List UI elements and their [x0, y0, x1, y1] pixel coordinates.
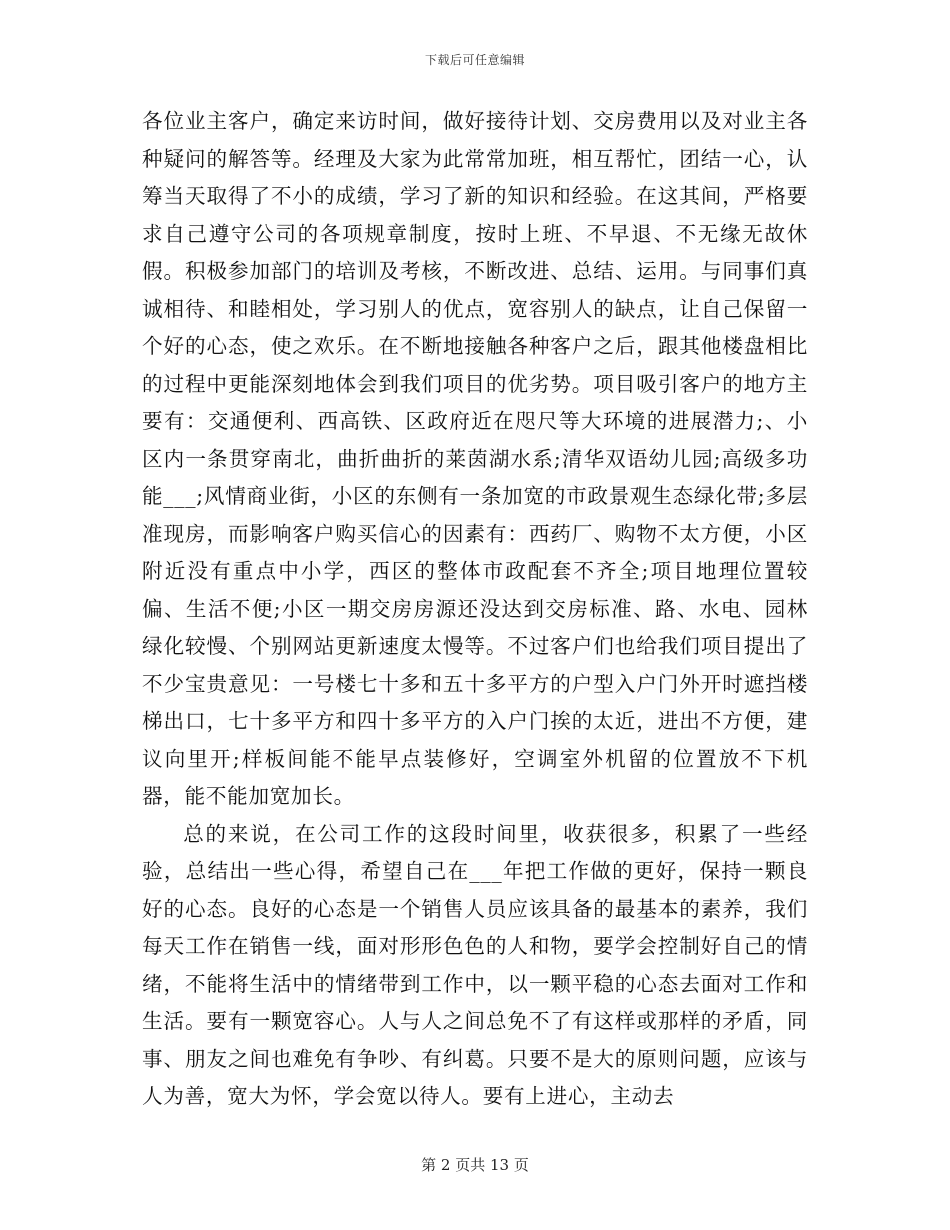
paragraph-2: 总的来说，在公司工作的这段时间里，收获很多，积累了一些经验，总结出一些心得，希望自己在___年把工作做的更好，保持一颗良好的心态。良好的心态是一个销售人员应该具备的最基本的素养，我们每天工作在销售一线，面对形形色色的人和物，要学会控制好自己的情绪，不能将生活中的情绪带到工作中，以一颗平稳的心态去面对工作和生活。要有一颗宽容心。人与人之间总免不了有这样或那样的矛盾，同事、朋友之间也难免有争吵、有纠葛。只要不是大的原则问题，应该与人为善，宽大为怀，学会宽以待人。要有上进心，主动去 — [142, 821, 808, 1108]
document-body — [142, 103, 808, 1116]
page-header: 下载后可任意编辑 — [424, 53, 525, 67]
page-number: 第 2 页共 13 页 — [421, 1156, 529, 1174]
paragraph-1: 各位业主客户，确定来访时间，做好接待计划、交房费用以及对业主各种疑问的解答等。经理及大家为此常常加班，相互帮忙，团结一心，认筹当天取得了不小的成绩，学习了新的知识和经验。在这其间，严格要求自己遵守公司的各项规章制度，按时上班、不早退、不无缘无故休假。积极参加部门的培训及考核，不断改进、总结、运用。与同事们真诚相待、和睦相处，学习别人的优点，宽容别人的缺点，让自己保留一个好的心态，使之欢乐。在不断地接触各种客户之后，跟其他楼盘相比的过程中更能深刻地体会到我们项目的优劣势。项目吸引客户的地方主要有：交通便利、西高铁、区政府近在咫尺等大环境的进展潜力;、小区内一条贯穿南北，曲折曲折的莱茵湖水系;清华双语幼儿园;高级多功能___;风情商业街，小区的东侧有一条加宽的市政景观生态绿化带;多层准现房，而影响客户购买信心的因素有：西药厂、购物不太方便，小区附近没有重点中小学，西区的整体市政配套不齐全;项目地理位置较偏、生活不便;小区一期交房房源还没达到交房标准、路、水电、园林绿化较慢、个别网站更新速度太慢等。不过客户们也给我们项目提出了不少宝贵意见：一号楼七十多和五十多平方的户型入户门外开时遮挡楼梯出口，七十多平方和四十多平方的入户门挨的太近，进出不方便，建议向里开;样板间能不能早点装修好，空调室外机留的位置放不下机器，能不能加宽加长。 — [142, 109, 808, 808]
